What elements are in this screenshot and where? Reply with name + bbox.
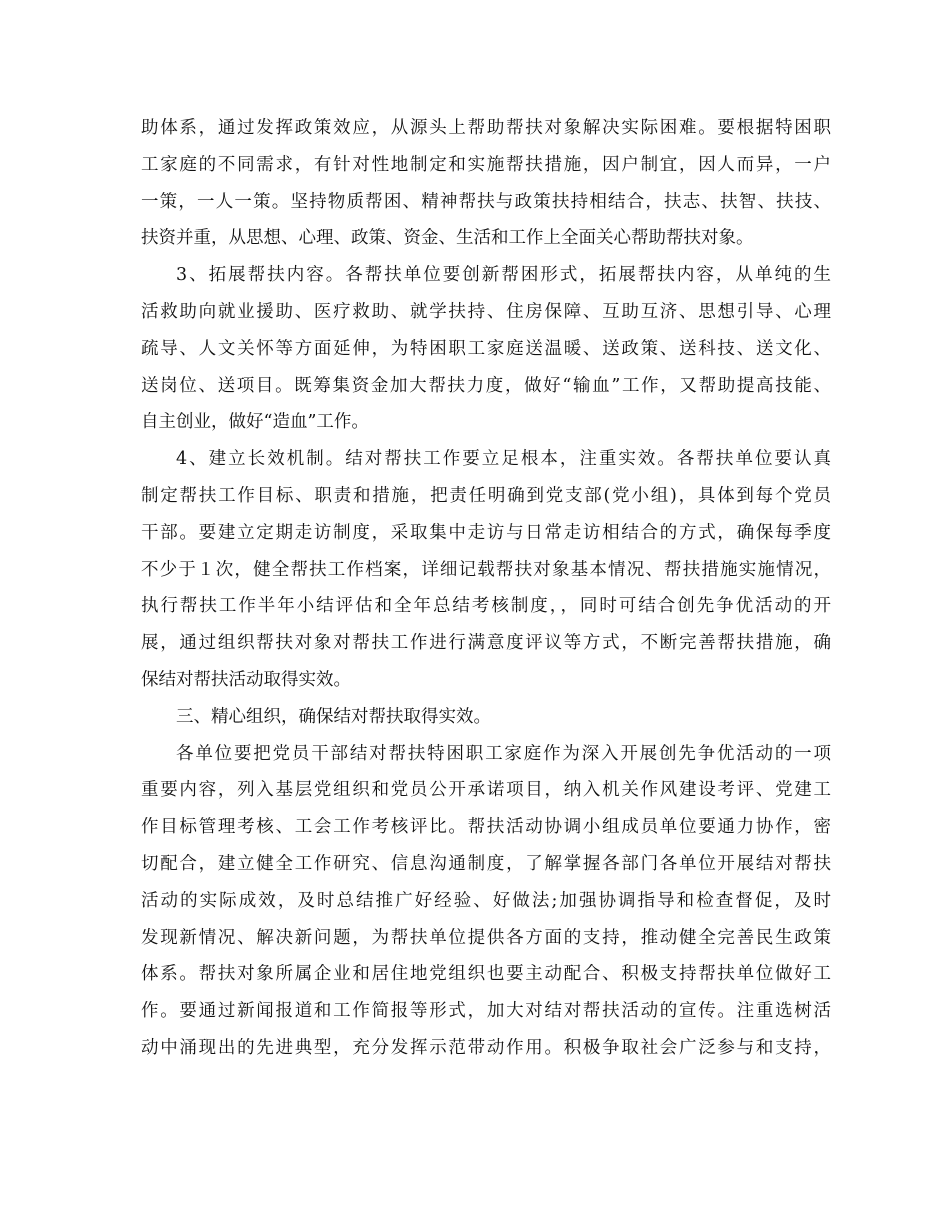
document-body	[141, 110, 831, 1067]
text-line: 重要内容，列入基层党组织和党员公开承诺项目，纳入机关作风建设考评、党建工	[141, 780, 831, 801]
text-line: 干部。要建立定期走访制度，采取集中走访与日常走访相结合的方式，确保每季度	[141, 522, 831, 543]
text-line: 4、建立长效机制。结对帮扶工作要立足根本，注重实效。各帮扶单位要认真	[176, 449, 831, 470]
text-line: 自主创业，做好“造血”工作。	[141, 412, 369, 433]
text-line: 一策，一人一策。坚持物质帮困、精神帮扶与政策扶持相结合，扶志、扶智、扶技、	[141, 191, 831, 212]
text-line: 不少于１次，健全帮扶工作档案，详细记载帮扶对象基本情况、帮扶措施实施情况，	[141, 559, 831, 580]
text-line: 作。要通过新闻报道和工作简报等形式，加大对结对帮扶活动的宣传。注重选树活	[141, 1001, 831, 1022]
text-line: 切配合，建立健全工作研究、信息沟通制度，了解掌握各部门各单位开展结对帮扶	[141, 853, 831, 874]
text-line: 扶资并重，从思想、心理、政策、资金、生活和工作上全面关心帮助帮扶对象。	[141, 228, 754, 249]
text-line: 送岗位、送项目。既筹集资金加大帮扶力度，做好“输血”工作，又帮助提高技能、	[141, 375, 831, 396]
text-line: 各单位要把党员干部结对帮扶特困职工家庭作为深入开展创先争优活动的一项	[176, 743, 831, 764]
text-line: 作目标管理考核、工会工作考核评比。帮扶活动协调小组成员单位要通力协作，密	[141, 817, 831, 838]
text-line: 展，通过组织帮扶对象对帮扶工作进行满意度评议等方式，不断完善帮扶措施，确	[141, 633, 831, 654]
text-line: 3、拓展帮扶内容。各帮扶单位要创新帮困形式，拓展帮扶内容，从单纯的生	[176, 265, 831, 286]
text-line: 执行帮扶工作半年小结评估和全年总结考核制度，，同时可结合创先争优活动的开	[141, 596, 831, 617]
text-line: 制定帮扶工作目标、职责和措施，把责任明确到党支部(党小组)，具体到每个党员	[141, 485, 831, 506]
text-line: 工家庭的不同需求，有针对性地制定和实施帮扶措施，因户制宜，因人而异，一户	[141, 154, 831, 175]
text-line: 活救助向就业援助、医疗救助、就学扶持、住房保障、互助互济、思想引导、心理	[141, 301, 831, 322]
text-line: 发现新情况、解决新问题，为帮扶单位提供各方面的支持，推动健全完善民生政策	[141, 927, 831, 948]
text-line: 活动的实际成效，及时总结推广好经验、好做法;加强协调指导和检查督促，及时	[141, 890, 831, 911]
text-line: 保结对帮扶活动取得实效。	[141, 669, 351, 690]
section-heading: 三、精心组织，确保结对帮扶取得实效。	[176, 706, 491, 727]
text-line: 体系。帮扶对象所属企业和居住地党组织也要主动配合、积极支持帮扶单位做好工	[141, 964, 831, 985]
text-line: 助体系，通过发挥政策效应，从源头上帮助帮扶对象解决实际困难。要根据特困职	[141, 118, 831, 138]
text-line: 疏导、人文关怀等方面延伸，为特困职工家庭送温暖、送政策、送科技、送文化、	[141, 338, 831, 359]
text-line: 动中涌现出的先进典型，充分发挥示范带动作用。积极争取社会广泛参与和支持，	[141, 1037, 831, 1058]
